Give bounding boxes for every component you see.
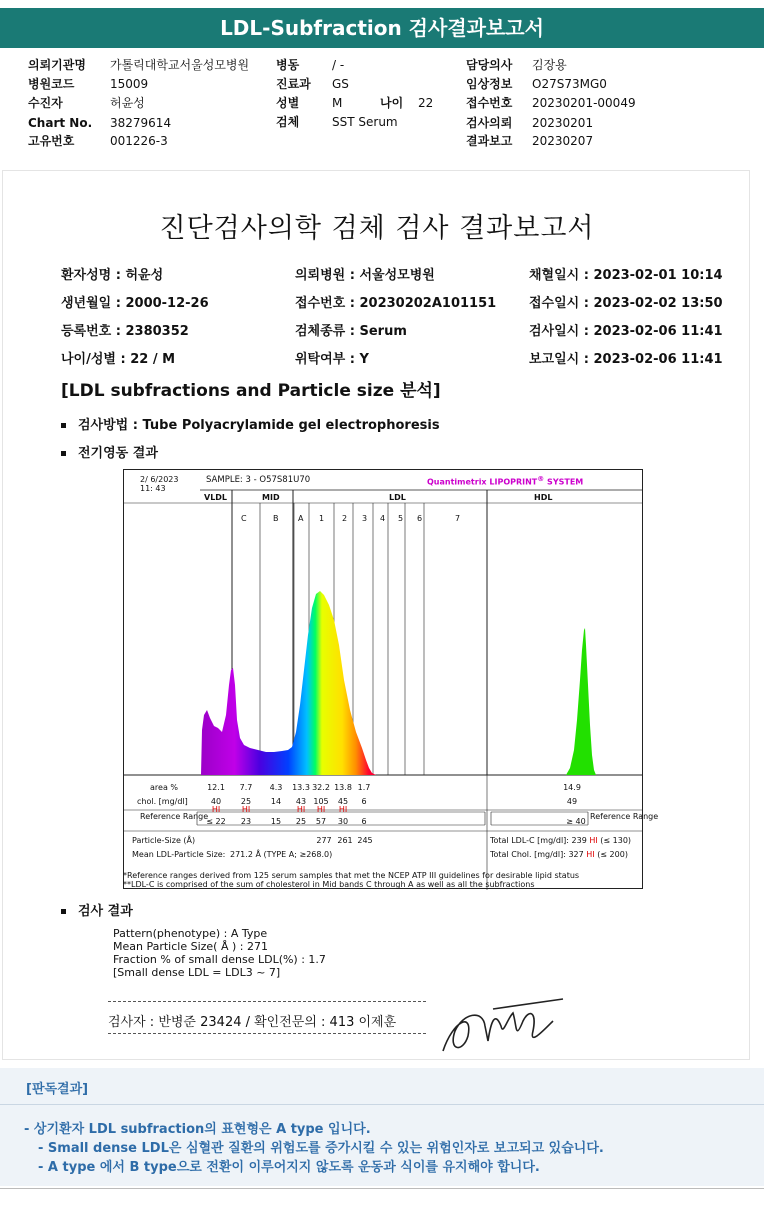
ref-value: 57: [315, 817, 327, 826]
result-lines: [113, 927, 326, 979]
result-line: Mean Particle Size( Å ) : 271: [113, 940, 268, 953]
hi-flag: HI: [296, 805, 306, 814]
footnotes: [123, 871, 579, 889]
header-value: SST Serum: [332, 115, 398, 129]
electro-bullet: [61, 442, 158, 461]
patient-consign: 위탁여부 : Y: [295, 352, 369, 367]
header-label: 병동: [276, 58, 300, 72]
header-label: 수진자: [28, 96, 63, 110]
result-line: Fraction % of small dense LDL(%) : 1.7: [113, 953, 326, 966]
interpretation-heading: [판독결과]: [26, 1082, 89, 1097]
patient-spec: 검체종류 : Serum: [295, 324, 407, 339]
system-name: Quantimetrix LIPOPRINT® SYSTEM: [427, 475, 584, 487]
group-ldl: LDL: [389, 493, 406, 502]
header-value: GS: [332, 77, 349, 91]
ref-value: 6: [361, 817, 367, 826]
chol-value: 6: [361, 797, 367, 806]
divider: [108, 1033, 426, 1034]
receive-time: 접수일시 : 2023-02-02 13:50: [529, 296, 723, 311]
mean-size-value: 271.2 Å (TYPE A; ≥268.0): [230, 850, 333, 859]
analysis-heading: [LDL subfractions and Particle size 분석]: [61, 381, 441, 401]
report-time: 보고일시 : 2023-02-06 11:41: [529, 352, 723, 367]
interpretation-line: - 상기환자 LDL subfraction의 표현형은 A type 입니다.: [24, 1122, 371, 1137]
bullet-icon: [61, 451, 66, 456]
particle-size-value: 261: [337, 836, 353, 845]
patient-reg: 등록번호 : 2380352: [61, 324, 189, 339]
header-value: 가톨릭대학교서울성모병원: [110, 58, 250, 72]
chart-svg: [124, 470, 659, 890]
ref-value: 30: [337, 817, 349, 826]
mean-size-label: Mean LDL-Particle Size:: [132, 850, 226, 859]
result-line: [Small dense LDL = LDL3 ~ 7]: [113, 966, 281, 979]
bullet-icon: [61, 423, 66, 428]
area-value: 1.7: [357, 783, 371, 792]
band-label: 1: [319, 514, 325, 523]
header-label: 임상정보: [466, 77, 513, 91]
result-heading: 검사 결과: [78, 904, 133, 919]
header-value: 20230201: [532, 116, 594, 130]
band-label: A: [298, 514, 304, 523]
particle-size-value: 277: [316, 836, 332, 845]
signature-line: 검사자 : 반병준 23424 / 확인전문의 : 413 이제훈: [108, 1015, 397, 1030]
header-value: 001226-3: [110, 134, 168, 148]
header-value: 20230201-00049: [532, 96, 636, 110]
psize-label: Particle-Size (Å): [132, 836, 196, 845]
report-main-title: 진단검사의학 검체 검사 결과보고서: [159, 213, 595, 244]
result-line: Pattern(phenotype) : A Type: [113, 927, 268, 940]
header-label: 결과보고: [466, 134, 513, 148]
header-label: 접수번호: [466, 96, 513, 110]
header-label: 고유번호: [28, 134, 75, 148]
group-mid: MID: [262, 493, 280, 502]
band-label: C: [241, 514, 247, 523]
ref-hdl: ≥ 40: [566, 817, 586, 826]
header-value: M: [332, 96, 343, 110]
hi-flag: HI: [316, 805, 326, 814]
divider: [108, 1001, 426, 1002]
hdl-profile-curve: [566, 628, 596, 775]
patient-hosp: 의뢰병원 : 서울성모병원: [295, 268, 435, 283]
bullet-icon: [61, 909, 66, 914]
scanned-report: [2, 170, 750, 1060]
total-chol: Total Chol. [mg/dl]: 327 HI (≤ 200): [490, 850, 628, 859]
area-value: 4.3: [269, 783, 283, 792]
patient-agesex: 나이/성별 : 22 / M: [61, 352, 176, 367]
header-value: 22: [418, 96, 434, 110]
patient-name: 환자성명 : 허윤성: [61, 268, 164, 283]
method-bullet: [61, 414, 440, 433]
header-label: 의뢰기관명: [28, 58, 86, 72]
header-label: 담당의사: [466, 58, 513, 72]
ref-value: 15: [270, 817, 282, 826]
draw-time: 채혈일시 : 2023-02-01 10:14: [529, 268, 723, 283]
method-text: 검사방법 : Tube Polyacrylamide gel electrophoresis: [78, 418, 440, 433]
area-value: 7.7: [239, 783, 253, 792]
report-title-bar: LDL-Subfraction 검사결과보고서: [0, 8, 764, 48]
area-value: 13.3: [292, 783, 310, 792]
area-value: 13.8: [334, 783, 352, 792]
hi-flag: HI: [211, 805, 221, 814]
header-value: 38279614: [110, 116, 172, 130]
header-label: 진료과: [276, 77, 311, 91]
header-label: 검체: [276, 115, 300, 129]
chol-value: 14: [270, 797, 282, 806]
chol-value: 105: [313, 797, 329, 806]
ref-value: 23: [240, 817, 252, 826]
ref-label: Reference Range: [140, 812, 209, 821]
chart-time: 11: 43: [140, 484, 166, 493]
chol-value: 25: [240, 797, 252, 806]
band-label: 6: [417, 514, 423, 523]
group-vldl: VLDL: [204, 493, 228, 502]
header-value: 15009: [110, 77, 149, 91]
band-label: 3: [362, 514, 368, 523]
total-ldl: Total LDL-C [mg/dl]: 239 HI (≤ 130): [490, 836, 632, 845]
area-label: area %: [150, 783, 178, 792]
result-bullet: [61, 900, 133, 919]
divider: [0, 1188, 764, 1189]
header-value: / -: [332, 58, 345, 72]
ref-value: 25: [295, 817, 307, 826]
chart-sample: SAMPLE: 3 - O57S81U70: [206, 475, 311, 485]
group-hdl: HDL: [534, 493, 553, 502]
ref-value: ≤ 22: [206, 817, 226, 826]
header-value: 허윤성: [110, 96, 145, 110]
chol-value: 40: [210, 797, 222, 806]
header-label: 검사의뢰: [466, 116, 513, 130]
ref-label-right: Reference Range: [590, 812, 659, 821]
chol-value: 45: [337, 797, 349, 806]
area-value: 32.2: [312, 783, 330, 792]
test-time: 검사일시 : 2023-02-06 11:41: [529, 324, 723, 339]
header-value: 20230207: [532, 134, 594, 148]
band-label: 4: [380, 514, 386, 523]
hi-flag: HI: [241, 805, 251, 814]
header-label: 성별: [276, 96, 300, 110]
band-label: B: [273, 514, 279, 523]
ldl-profile-curve: [201, 591, 376, 775]
area-value: 12.1: [207, 783, 225, 792]
particle-size-value: 245: [357, 836, 373, 845]
band-label: 2: [342, 514, 348, 523]
divider: [0, 1104, 764, 1105]
electro-text: 전기영동 결과: [78, 446, 158, 461]
electrophoresis-chart: [123, 469, 659, 889]
interpretation-panel: [0, 1068, 764, 1186]
interpretation-line: - A type 에서 B type으로 전환이 이루어지지 않도록 운동과 식이를 유지해야 합니다.: [38, 1160, 540, 1175]
header-label: 병원코드: [28, 77, 75, 91]
hi-flag: HI: [338, 805, 348, 814]
band-label: 5: [398, 514, 404, 523]
header-label: 나이: [380, 96, 404, 110]
chol-label: chol. [mg/dl]: [137, 797, 188, 806]
header-value: 김장용: [532, 58, 567, 72]
band-label: 7: [455, 514, 461, 523]
chart-gridlines: [124, 490, 659, 890]
header-label: Chart No.: [28, 116, 93, 130]
chol-value: 43: [295, 797, 307, 806]
handwritten-signature: [433, 991, 573, 1061]
chart-date: 2/ 6/2023: [140, 475, 179, 484]
patient-dob: 생년월일 : 2000-12-26: [61, 296, 209, 311]
area-hdl: 14.9: [563, 783, 581, 792]
interpretation-line: - Small dense LDL은 심혈관 질환의 위험도를 증가시킬 수 있는 위험인자로 보고되고 있습니다.: [38, 1141, 604, 1156]
footnote: *Reference ranges derived from 125 serum samples that met the NCEP ATP III guidelines for desirable lipid status: [123, 871, 580, 880]
chol-hdl: 49: [566, 797, 578, 806]
patient-recno: 접수번호 : 20230202A101151: [295, 296, 497, 311]
header-value: O27S73MG0: [532, 77, 607, 91]
footnote: **LDL-C is comprised of the sum of cholesterol in Mid bands C through A as well as all the subfractions: [123, 880, 535, 889]
